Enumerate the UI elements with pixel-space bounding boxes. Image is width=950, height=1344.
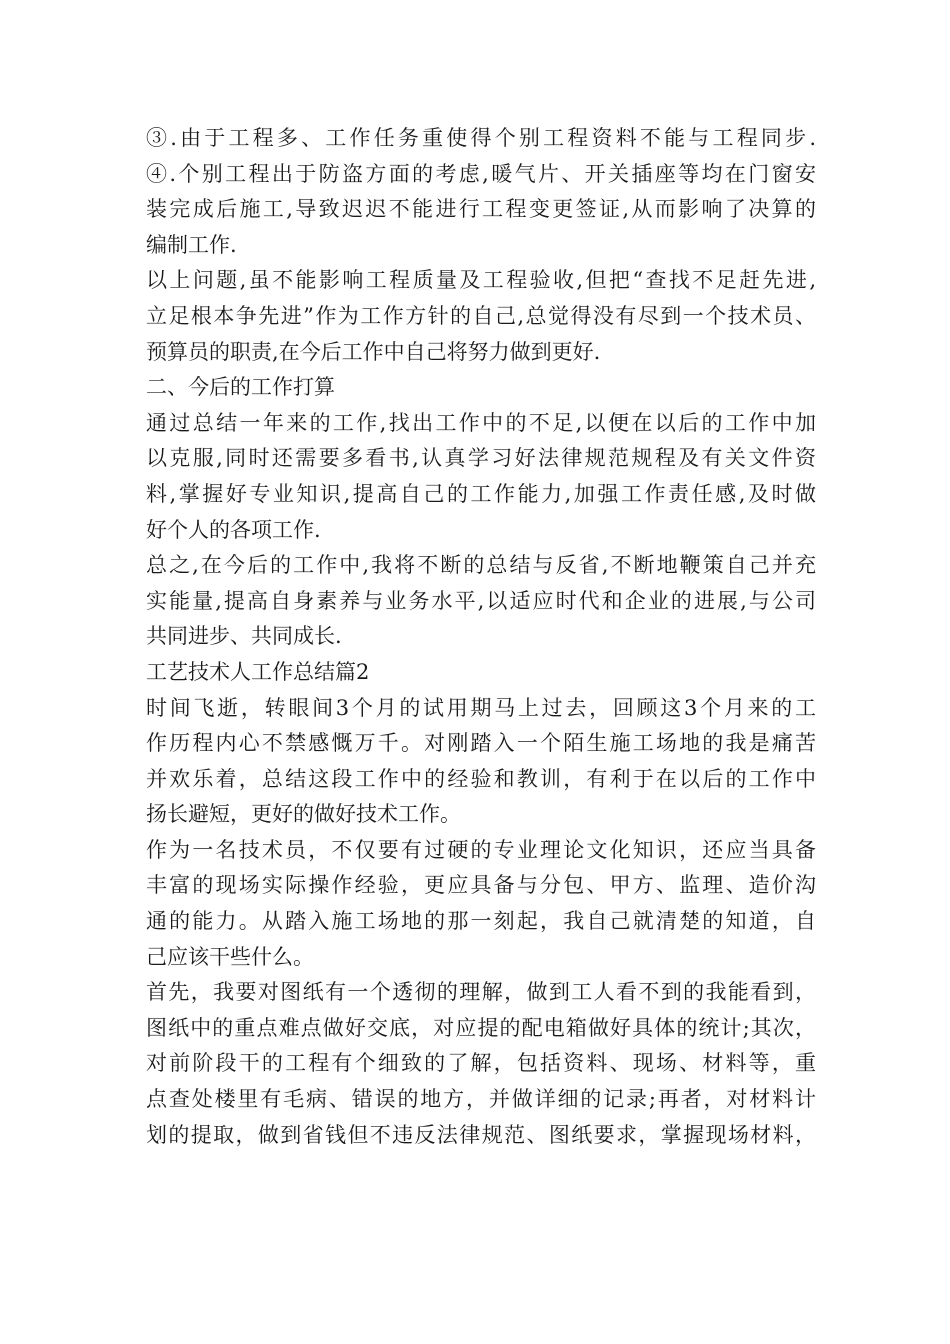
- text-line: 划的提取，做到省钱但不违反法律规范、图纸要求，掌握现场材料，: [146, 1122, 816, 1147]
- text-line: 以上问题,虽不能影响工程质量及工程验收,但把“查找不足赶先进,: [146, 268, 816, 293]
- text-line: ④.个别工程出于防盗方面的考虑,暖气片、开关插座等均在门窗安: [146, 161, 816, 186]
- text-line: 装完成后施工,导致迟迟不能进行工程变更签证,从而影响了决算的: [146, 197, 816, 222]
- text-line: 时间飞逝，转眼间3个月的试用期马上过去，回顾这3个月来的工: [146, 695, 816, 720]
- text-line: 编制工作.: [146, 232, 237, 257]
- text-line: 己应该干些什么。: [146, 944, 314, 969]
- text-line: 扬长避短，更好的做好技术工作。: [146, 802, 461, 827]
- document-body: [146, 121, 816, 1153]
- text-line: 对前阶段干的工程有个细致的了解，包括资料、现场、材料等，重: [146, 1051, 816, 1076]
- text-line: 预算员的职责,在今后工作中自己将努力做到更好.: [146, 339, 601, 364]
- text-line: 以克服,同时还需要多看书,认真学习好法律规范规程及有关文件资: [146, 446, 816, 471]
- text-line: 通的能力。从踏入施工场地的那一刻起，我自己就清楚的知道，自: [146, 909, 816, 934]
- text-line: 点查处楼里有毛病、错误的地方，并做详细的记录;再者，对材料计: [146, 1087, 816, 1112]
- text-line: 作历程内心不禁感慨万千。对刚踏入一个陌生施工场地的我是痛苦: [146, 731, 816, 756]
- text-line: 立足根本争先进”作为工作方针的自己,总觉得没有尽到一个技术员、: [146, 303, 816, 328]
- text-line: 共同进步、共同成长.: [146, 624, 342, 649]
- text-line: 总之,在今后的工作中,我将不断的总结与反省,不断地鞭策自己并充: [146, 553, 816, 578]
- text-line: 料,掌握好专业知识,提高自己的工作能力,加强工作责任感,及时做: [146, 481, 816, 506]
- text-line: 作为一名技术员，不仅要有过硬的专业理论文化知识，还应当具备: [146, 837, 816, 862]
- text-line: 实能量,提高自身素养与业务水平,以适应时代和企业的进展,与公司: [146, 588, 816, 613]
- text-line: 通过总结一年来的工作,找出工作中的不足,以便在以后的工作中加: [146, 410, 816, 435]
- text-line: 好个人的各项工作.: [146, 517, 321, 542]
- section-heading: 二、今后的工作打算: [146, 375, 335, 400]
- text-line: 并欢乐着，总结这段工作中的经验和教训，有利于在以后的工作中: [146, 766, 816, 791]
- text-line: ③.由于工程多、工作任务重使得个别工程资料不能与工程同步.: [146, 126, 816, 150]
- article-title: 工艺技术人工作总结篇2: [146, 659, 370, 684]
- text-line: 图纸中的重点难点做好交底，对应提的配电箱做好具体的统计;其次，: [146, 1015, 816, 1040]
- text-line: 首先，我要对图纸有一个透彻的理解，做到工人看不到的我能看到，: [146, 980, 816, 1005]
- text-line: 丰富的现场实际操作经验，更应具备与分包、甲方、监理、造价沟: [146, 873, 816, 898]
